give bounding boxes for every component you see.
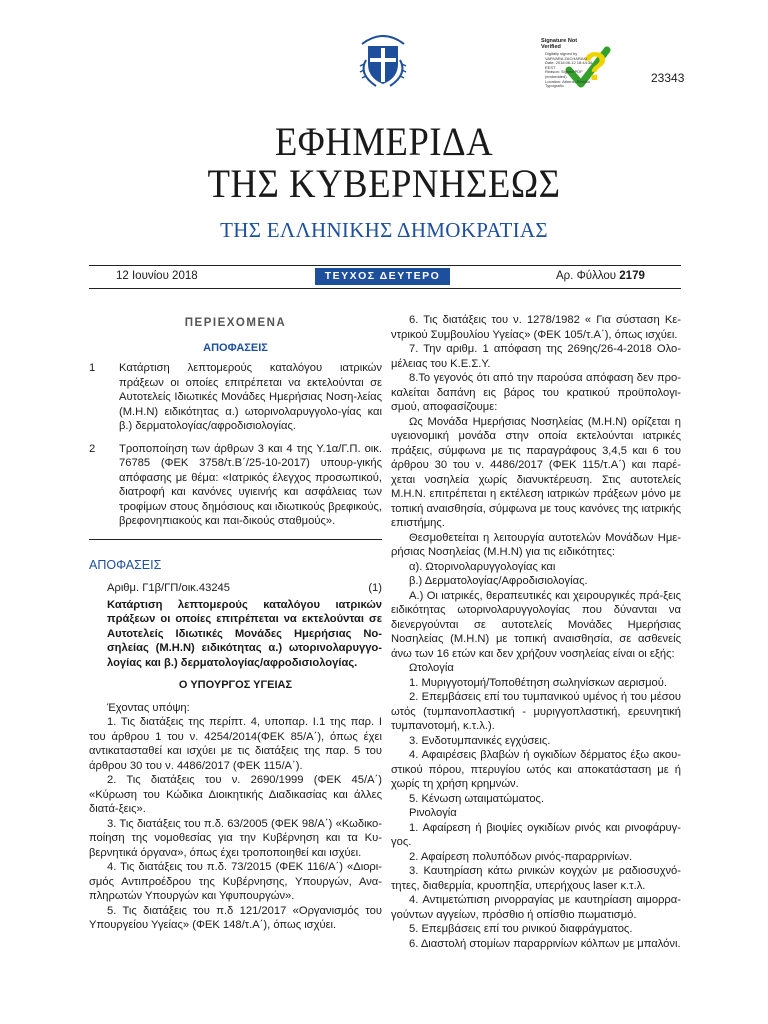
decision-paragraph: Ως Μονάδα Ημερήσιας Νοσηλείας (Μ.Η.Ν) ορίζεται η υγειονομική μονάδα στην οποία εκτελούνται ιατρικές πράξεις, σύμφωνα με τις παραγράφους 3,4,5 και 6 του άρθρου 30 του ν. 4486/2017 (ΦΕΚ 115/τ.Α΄) και παρέ-χεται νοσηλεία χωρίς διανυκτέρευση. Στις αυτοτελείς Μ.Η.Ν. επιτρέπεται η εκτέλεση ιατρικών πράξεων μόνο με τοπική αναισθησία, σύμφωνα με τους κανόνες της ιατρικής επιστήμης.: [391, 415, 681, 529]
toc-item: [89, 442, 382, 529]
toc-item-number: 2: [89, 442, 96, 455]
recital-intro: Έχοντας υπόψη:: [107, 701, 190, 714]
contents-divider: [89, 539, 382, 540]
decision-paragraph: 5. Επεμβάσεις επί του ρινικού διαφράγματος.: [409, 923, 633, 935]
toc-item-number: 1: [89, 362, 96, 374]
gazette-title-line2: ΤΗΣ ΚΥΒΕΡΝΗΣΕΩΣ: [207, 161, 561, 206]
issue-label: ΤΕΥΧΟΣ ΔΕΥΤΕΡΟ: [315, 268, 450, 285]
digital-signature-stamp: [541, 38, 621, 94]
decision-paragraph: 1. Μυριγγοτομή/Τοποθέτηση σωληνίσκων αερισμού.: [409, 676, 667, 689]
right-column: [391, 313, 681, 951]
left-column: [89, 313, 382, 933]
decision-paragraph: Ωτολογία: [409, 662, 454, 674]
decision-paragraph: 5. Κένωση ωταιματώματος.: [409, 792, 545, 805]
decision-ref-number: Αριθμ. Γ1β/ΓΠ/οικ.43245: [107, 582, 230, 594]
page-serial-number: 23343: [651, 71, 685, 85]
national-emblem-icon: [356, 30, 410, 90]
decision-reference: [89, 581, 382, 596]
decision-paragraph: 1. Αφαίρεση ή βιοψίες ογκιδίων ρινός και ρινοφάρυγ-γος.: [391, 821, 681, 848]
decision-paragraph: 3. Καυτηρίαση κάτω ρινικών κογχών με ραδιοσυχνό-τητες, διαθερμία, κρυοπηξία, υπερήχους laser κ.τ.λ.: [391, 865, 681, 892]
header-rule-bottom: [89, 288, 681, 289]
sheet-number: [556, 270, 645, 282]
minister-heading: Ο ΥΠΟΥΡΓΟΣ ΥΓΕΙΑΣ: [178, 679, 293, 691]
issue-date: 12 Ιουνίου 2018: [116, 270, 198, 282]
decision-paragraph: 2. Επεμβάσεις επί του τυμπανικού υμένος ή του μέσου ωτός (τυμπανοπλαστική - μυριγγοπλαστική, ερευνητική τυμπανοτομή, κ.τ.λ.).: [391, 691, 681, 732]
recital-paragraph: 4. Τις διατάξεις του π.δ. 73/2015 (ΦΕΚ 116/Α΄) «Διορι-σμός Αντιπροέδρου της Κυβέρνησης, Υπουργών, Ανα-πληρωτών Υπουργών και Υφυπουργών».: [89, 861, 382, 902]
gazette-subtitle: ΤΗΣ ΕΛΛΗΝΙΚΗΣ ΔΗΜΟΚΡΑΤΙΑΣ: [220, 218, 548, 242]
toc-item-text: Τροποποίηση των άρθρων 3 και 4 της Υ.1α/Γ.Π. οικ. 76785 (ΦΕΚ 3758/τ.Β΄/25-10-2017) υπουρ-γικής απόφασης με θέμα: «Ιατρικός έλεγχος προσωπικού, διατροφή και κανόνες υγιεινής και ασφάλειας των τροφίμων στους δημόσιους και ιδιωτικούς βρεφικούς, βρεφονηπιακούς και παι-δικούς σταθμούς».: [119, 442, 382, 527]
sheet-label: Αρ. Φύλλου: [556, 270, 617, 282]
decision-paragraph: 2. Αφαίρεση πολυπόδων ρινός-παραρρινίων.: [409, 850, 633, 863]
decision-paragraph: 6. Διαστολή στομίων παραρρινίων κόλπων με μπαλόνι.: [409, 937, 681, 950]
toc-item: [89, 361, 382, 434]
decision-paragraph: α). Ωτορινολαρυγγολογίας και: [409, 560, 556, 573]
decision-paragraph: 6. Τις διατάξεις του ν. 1278/1982 « Για σύσταση Κε-ντρικού Συμβουλίου Υγείας» (ΦΕΚ 105/τ.Α΄), όπως ισχύει.: [391, 314, 681, 341]
decision-paragraph: β.) Δερματολογίας/Αφροδισιολογίας.: [409, 575, 588, 587]
decision-ref-index: (1): [368, 582, 382, 594]
sheet-value: 2179: [619, 270, 645, 282]
recital-paragraph: 3. Τις διατάξεις του π.δ. 63/2005 (ΦΕΚ 98/Α΄) «Κωδικο-ποίηση της νομοθεσίας για την Κυβέρνηση και τα Κυ-βερνητικά όργανα», όπως έχει τροποποιηθεί και ισχύει.: [89, 817, 382, 859]
signature-details: Digitally signed by VARVARA ZACHARAKI Date: 2018.06.12 18:44:36 EEST Reason: Signed PDF (embedded) Location: Athens, Ethniko Typografio: [545, 51, 593, 89]
decision-paragraph: 4. Αντιμετώπιση ρινορραγίας με καυτηρίαση αιμορρα-γούντων αγγείων, πρόσθιο ή οπίσθιο πωματισμό.: [391, 894, 681, 921]
toc-item-text: Κατάρτιση λεπτομερούς καταλόγου ιατρικών πράξεων οι οποίες επιτρέπεται να εκτελούνται σε Αυτοτελείς Ιδιωτικές Μονάδες Ημερήσιας Νοση-λείας (Μ.Η.Ν) ειδικότητας α.) ωτορινολαρυγγολο-γίας και β.) δερματολογίας/αφροδισιολογίας.: [119, 362, 382, 432]
decision-paragraph: 3. Ενδοτυμπανικές εγχύσεις.: [409, 734, 551, 747]
decision-paragraph: 4. Αφαιρέσεις βλαβών ή ογκιδίων δέρματος έξω ακου-στικού πόρου, πτερυγίου ωτός και αποκατάσταση με ή χωρίς τη χρήση κρημνών.: [391, 749, 681, 790]
decision-title: Κατάρτιση λεπτομερούς καταλόγου ιατρικών πράξεων οι οποίες επιτρέπεται να εκτελούνται σε Αυτοτελείς Ιδιωτικές Μονάδες Ημερήσιας Νο-σηλείας (Μ.Η.Ν) ειδικότητας α.) ωτορινολαρυγγο-λογίας και β.) δερματολογίας/αφροδισιολογίας.: [107, 598, 382, 669]
recital-paragraph: 1. Τις διατάξεις της περίπτ. 4, υποπαρ. Ι.1 της παρ. Ι του άρθρου 1 του ν. 4254/2014(ΦΕΚ 85/Α΄), όπως έχει αντικατασταθεί και ισχύει με τις διατάξεις της παρ. 5 του άρθρου 30 του ν. 4486/2017 (ΦΕΚ 115/Α΄).: [89, 716, 382, 772]
recital-paragraph: 5. Τις διατάξεις του π.δ 121/2017 «Οργανισμός του Υπουργείου Υγείας» (ΦΕΚ 148/τ.Α΄), όπως ισχύει.: [89, 904, 382, 931]
decisions-heading: ΑΠΟΦΑΣΕΙΣ: [89, 557, 162, 572]
signature-title: Signature Not Verified: [541, 38, 578, 50]
decision-paragraph: 8.Το γεγονός ότι από την παρούσα απόφαση δεν προ-καλείται δαπάνη εις βάρος του κρατικού προϋπολογι-σμού, αποφασίζουμε:: [391, 372, 681, 413]
contents-title: ΠΕΡΙΕΧΟΜΕΝΑ: [184, 317, 287, 329]
decision-paragraph: 7. Την αριθμ. 1 απόφαση της 269ης/26-4-2018 Ολο-μέλειας του Κ.Ε.Σ.Υ.: [391, 343, 681, 370]
svg-text:?: ?: [583, 45, 608, 89]
gazette-title-line1: ΕΦΗΜΕΡΙΔΑ: [274, 119, 494, 164]
recital-paragraph: 2. Τις διατάξεις του ν. 2690/1999 (ΦΕΚ 45/Α΄) «Κύρωση του Κώδικα Διοικητικής Διαδικασίας και άλλες διατά-ξεις».: [89, 774, 382, 815]
contents-section-title: ΑΠΟΦΑΣΕΙΣ: [203, 341, 268, 354]
decision-paragraph: Θεσμοθετείται η λειτουργία αυτοτελών Μονάδων Ημε-ρήσιας Νοσηλείας (Μ.Η.Ν) για τις ειδικότητες:: [391, 531, 681, 558]
decision-paragraph: Ρινολογία: [409, 807, 457, 819]
decision-paragraph: Α.) Οι ιατρικές, θεραπευτικές και χειρουργικές πρά-ξεις ειδικότητας ωτορινολαρυγγολογίας που δύνανται να διενεργούνται σε αυτοτελείς Μονάδες Ημερήσιας Νοσηλείας (Μ.Η.Ν) με τοπική αναισθησία, σε ασθενείς άνω των 16 ετών και δεν χρήζουν νοσηλείας είναι οι εξής:: [391, 589, 681, 660]
header-rule-top: [89, 265, 681, 266]
